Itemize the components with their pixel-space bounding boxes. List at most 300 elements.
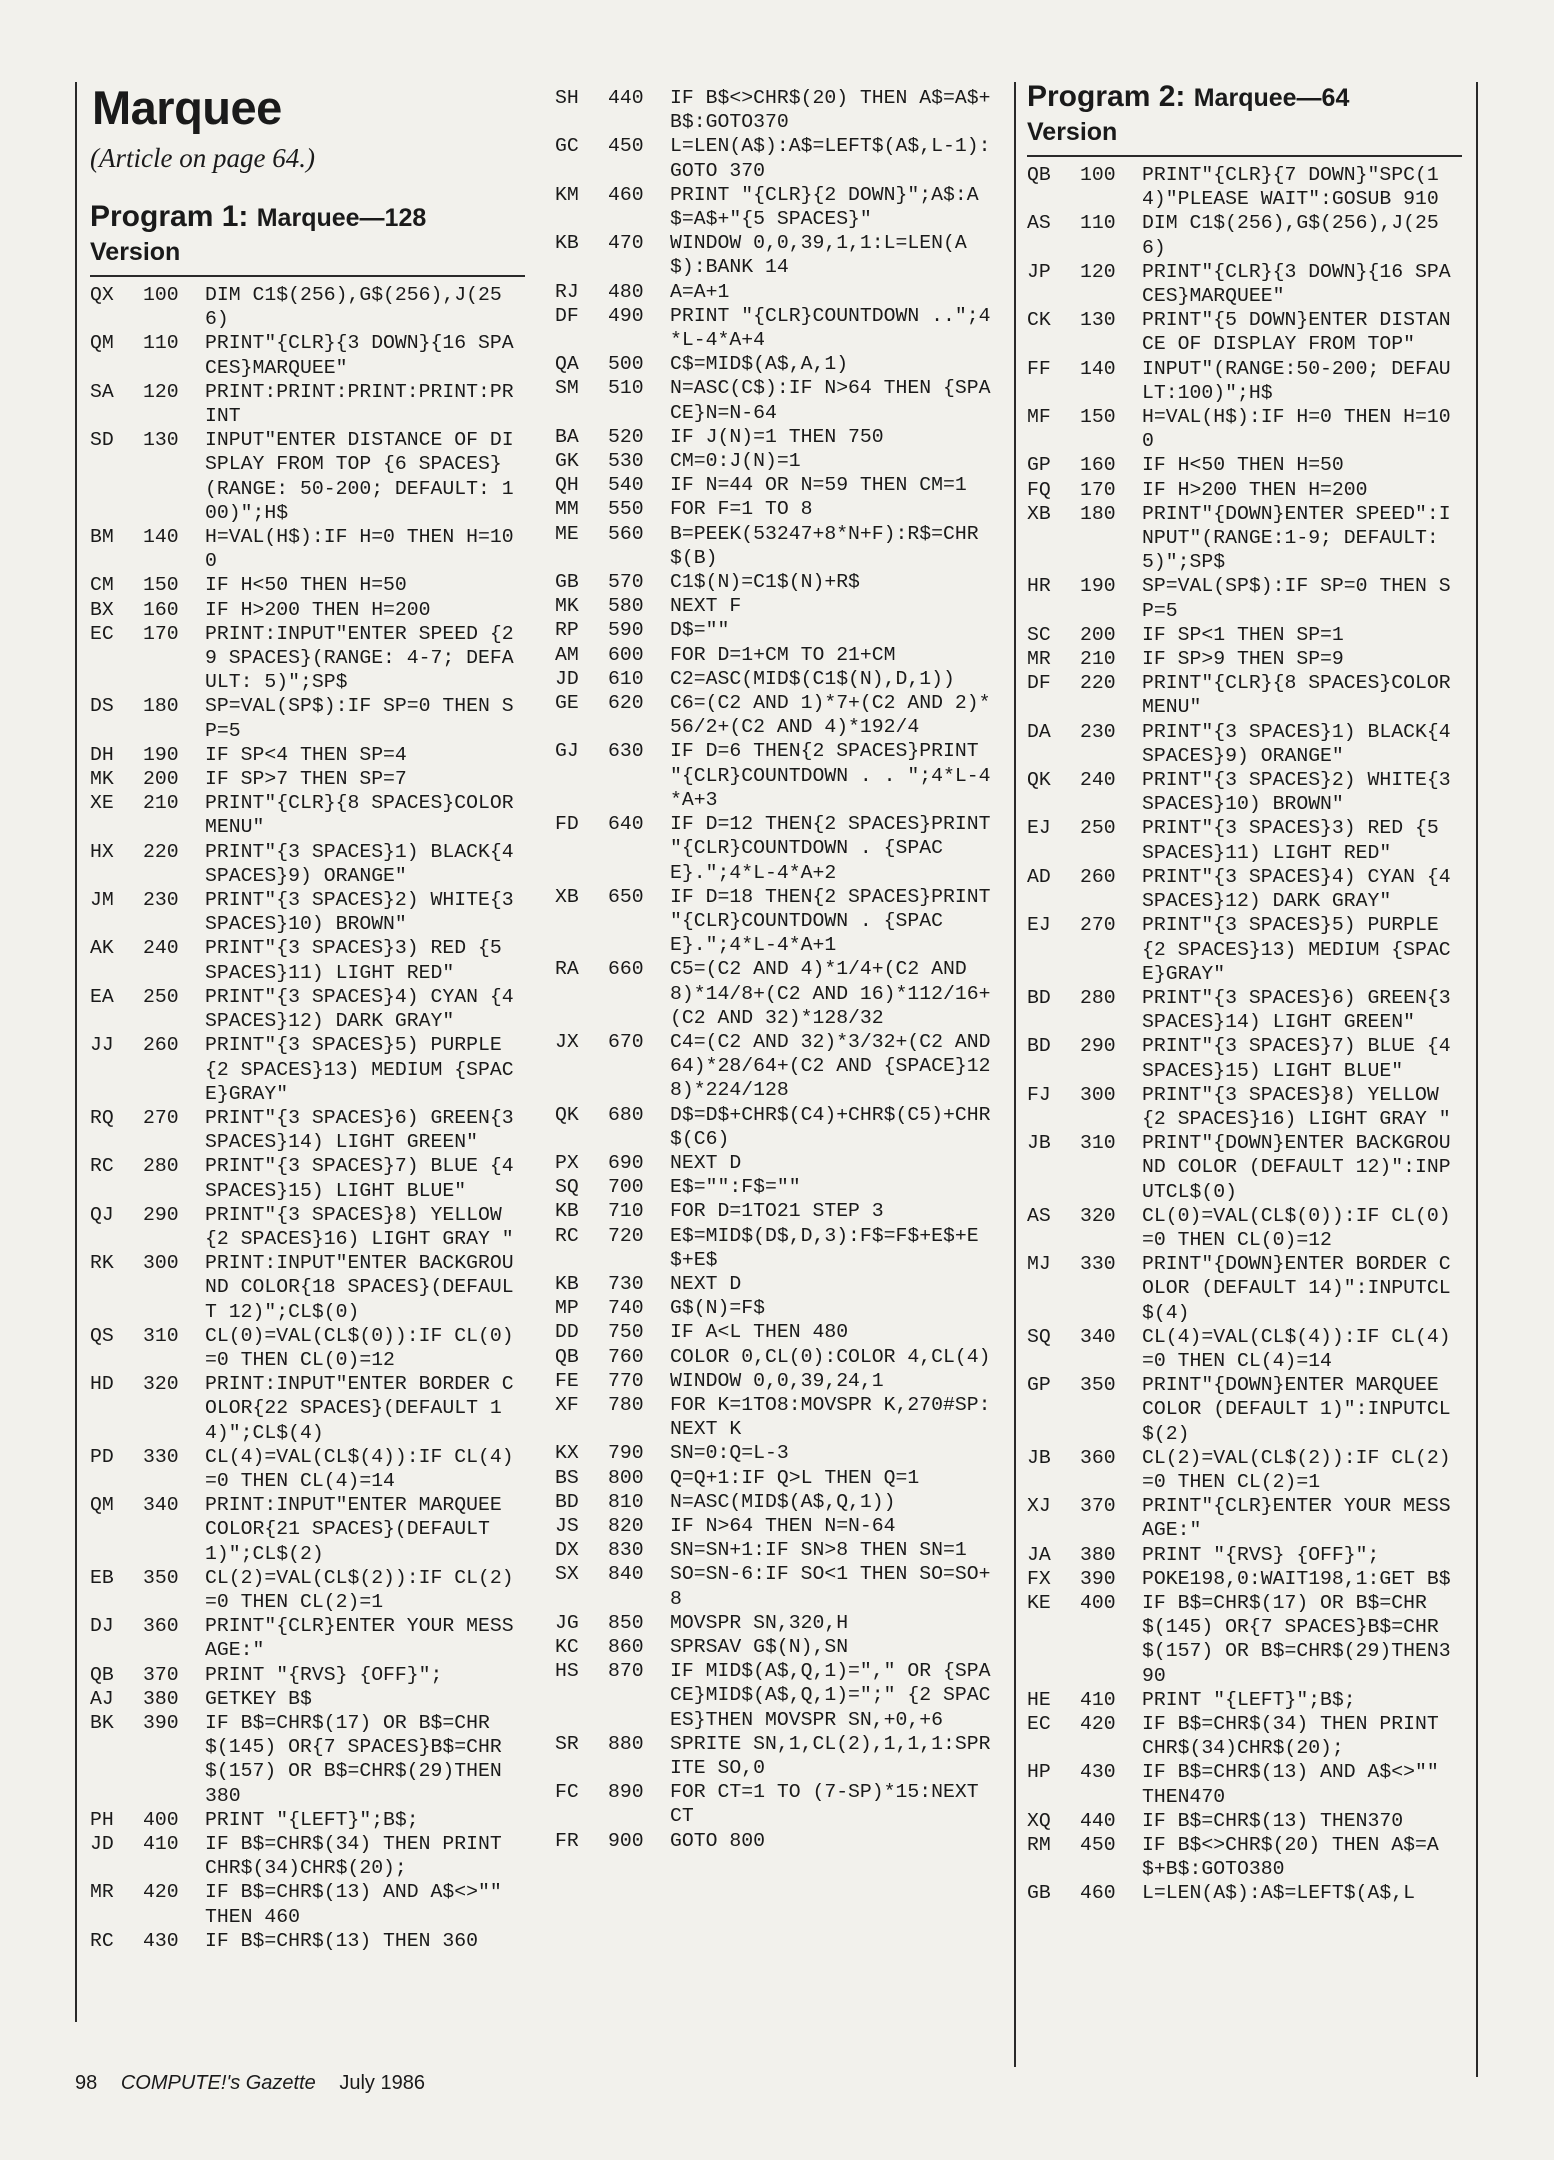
code-text: L=LEN(A$):A$=LEFT$(A$,L-1):GOTO 370: [670, 135, 991, 182]
line-number: 500: [608, 353, 644, 376]
code-line: [1027, 1325, 1462, 1373]
checksum: FX: [1027, 1567, 1051, 1590]
code-text: PRINT"{DOWN}ENTER BORDER COLOR (DEFAULT 14)":INPUTCL$(4): [1142, 1253, 1451, 1324]
line-number: 130: [143, 429, 179, 452]
program-1-version: Version: [90, 238, 181, 266]
code-text: DIM C1$(256),G$(256),J(256): [205, 284, 502, 331]
issue-date: July 1986: [339, 2072, 425, 2094]
checksum: QM: [90, 332, 114, 355]
program-1-title: [90, 200, 525, 269]
line-number: 100: [143, 284, 179, 306]
code-text: IF SP<4 THEN SP=4: [205, 743, 407, 766]
code-line: [90, 331, 525, 379]
line-number: 830: [608, 1539, 644, 1562]
checksum: KB: [555, 1200, 579, 1223]
code-text: PRINT"{3 SPACES}3) RED {5 SPACES}11) LIGHT RED": [205, 937, 514, 984]
code-line: [555, 1441, 995, 1465]
code-text: PRINT"{3 SPACES}7) BLUE {4 SPACES}15) LIGHT BLUE": [1142, 1035, 1463, 1082]
checksum: RQ: [90, 1106, 114, 1129]
line-number: 760: [608, 1345, 644, 1368]
line-number: 180: [1080, 502, 1116, 525]
program-1-listing: [90, 283, 525, 1953]
line-number: 240: [143, 937, 179, 960]
code-line: [1027, 574, 1462, 622]
line-number: 880: [608, 1732, 644, 1755]
checksum: AD: [1027, 865, 1051, 888]
line-number: 610: [608, 667, 644, 690]
code-text: PRINT "{LEFT}";B$;: [1142, 1688, 1356, 1711]
code-line: [555, 376, 995, 424]
line-number: 750: [608, 1321, 644, 1344]
checksum: HS: [555, 1660, 579, 1683]
code-text: N=ASC(MID$(A$,Q,1)): [670, 1490, 896, 1513]
code-text: PRINT "{RVS} {OFF}";: [205, 1663, 443, 1686]
line-number: 290: [143, 1203, 179, 1226]
line-number: 540: [608, 474, 644, 497]
line-number: 310: [143, 1324, 179, 1347]
checksum: SM: [555, 377, 579, 400]
code-text: SP=VAL(SP$):IF SP=0 THEN SP=5: [1142, 575, 1451, 622]
code-line: [555, 1490, 995, 1514]
code-text: C6=(C2 AND 1)*7+(C2 AND 2)*56/2+(C2 AND 4)*192/4: [670, 692, 991, 739]
checksum: EC: [90, 622, 114, 645]
line-number: 160: [1080, 454, 1116, 477]
program-2-version: Version: [1027, 118, 1118, 146]
checksum: EJ: [1027, 914, 1051, 937]
checksum: DS: [90, 695, 114, 718]
code-line: [90, 1445, 525, 1493]
program-2-label: Program 2:: [1027, 80, 1186, 113]
code-line: [90, 1324, 525, 1372]
code-text: C5=(C2 AND 4)*1/4+(C2 AND 8)*14/8+(C2 AND 16)*112/16+(C2 AND 32)*128/32: [670, 958, 991, 1029]
checksum: GC: [555, 135, 579, 158]
code-line: [90, 694, 525, 742]
line-number: 460: [1080, 1882, 1116, 1905]
code-text: PRINT"{3 SPACES}5) PURPLE{2 SPACES}13) MEDIUM {SPACE}GRAY": [205, 1034, 514, 1105]
code-line: [90, 380, 525, 428]
checksum: EJ: [1027, 817, 1051, 840]
line-number: 740: [608, 1297, 644, 1320]
code-text: SP=VAL(SP$):IF SP=0 THEN SP=5: [205, 695, 514, 742]
checksum: HR: [1027, 575, 1051, 598]
code-line: [1027, 211, 1462, 259]
line-number: 230: [143, 889, 179, 912]
checksum: DA: [1027, 720, 1051, 743]
checksum: BD: [1027, 1035, 1051, 1058]
checksum: MR: [90, 1881, 114, 1904]
code-line: [555, 691, 995, 739]
code-line: [1027, 1204, 1462, 1252]
line-number: 170: [143, 622, 179, 645]
code-line: [555, 134, 995, 182]
column-3: [1027, 80, 1462, 2100]
line-number: 900: [608, 1829, 644, 1852]
code-line: [90, 1929, 525, 1953]
line-number: 340: [1080, 1325, 1116, 1348]
code-line: [1027, 1446, 1462, 1494]
code-text: SPRSAV G$(N),SN: [670, 1636, 849, 1658]
checksum: HE: [1027, 1688, 1051, 1711]
checksum: EC: [1027, 1713, 1051, 1735]
checksum: FJ: [1027, 1083, 1051, 1106]
code-text: PRINT "{LEFT}";B$;: [205, 1808, 419, 1831]
checksum: BD: [1027, 986, 1051, 1009]
code-line: [1027, 1252, 1462, 1325]
line-number: 570: [608, 571, 644, 594]
code-line: [555, 1199, 995, 1223]
code-text: H=VAL(H$):IF H=0 THEN H=100: [205, 526, 514, 573]
code-text: FOR K=1TO8:MOVSPR K,270#SP:NEXT K: [670, 1393, 991, 1441]
code-text: N=ASC(C$):IF N>64 THEN {SPACE}N=N-64: [670, 377, 991, 424]
line-number: 840: [608, 1563, 644, 1586]
line-number: 580: [608, 595, 644, 618]
line-number: 340: [143, 1494, 179, 1517]
code-line: [1027, 768, 1462, 816]
code-line: [90, 573, 525, 597]
code-text: PRINT"{3 SPACES}4) CYAN {4 SPACES}12) DARK GRAY": [1142, 865, 1463, 913]
line-number: 140: [1080, 357, 1116, 380]
code-line: [555, 1611, 995, 1635]
code-line: [90, 1711, 525, 1808]
code-line: [90, 1614, 525, 1662]
code-text: C$=MID$(A$,A,1): [670, 353, 849, 376]
code-line: [555, 1514, 995, 1538]
code-text: WINDOW 0,0,39,1,1:L=LEN(A$):BANK 14: [670, 232, 967, 279]
article-reference: (Article on page 64.): [90, 143, 315, 173]
code-line: [555, 1296, 995, 1320]
code-line: [90, 1154, 525, 1202]
code-text: PRINT"{DOWN}ENTER BACKGROUND COLOR (DEFAULT 12)":INPUTCL$(0): [1142, 1132, 1451, 1203]
code-line: [90, 985, 525, 1033]
code-line: [90, 1880, 525, 1928]
code-line: [90, 1808, 525, 1832]
checksum: JP: [1027, 260, 1051, 283]
checksum: JB: [1027, 1132, 1051, 1155]
code-text: IF SP>9 THEN SP=9: [1142, 648, 1344, 671]
code-text: IF N>64 THEN N=N-64: [670, 1514, 896, 1537]
code-line: [1027, 478, 1462, 502]
program-1-label: Program 1:: [90, 200, 249, 233]
line-number: 470: [608, 232, 644, 255]
code-line: [555, 1320, 995, 1344]
code-line: [1027, 453, 1462, 477]
column-rule-right: [1476, 82, 1478, 2077]
checksum: XQ: [1027, 1809, 1051, 1832]
checksum: DF: [555, 304, 579, 327]
line-number: 290: [1080, 1035, 1116, 1058]
code-line: [1027, 1543, 1462, 1567]
line-number: 360: [1080, 1446, 1116, 1469]
checksum: SD: [90, 429, 114, 452]
checksum: KX: [555, 1442, 579, 1465]
code-text: INPUT"(RANGE:50-200; DEFAULT:100)";H$: [1142, 357, 1451, 404]
code-text: SPRITE SN,1,CL(2),1,1,1:SPRITE SO,0: [670, 1732, 991, 1780]
code-text: PRINT"{3 SPACES}1) BLACK{4 SPACES}9) ORANGE": [1142, 720, 1463, 767]
checksum: RP: [555, 619, 579, 642]
line-number: 420: [143, 1881, 179, 1904]
code-line: [1027, 986, 1462, 1034]
checksum: EB: [90, 1566, 114, 1589]
code-line: [555, 1829, 995, 1853]
line-number: 440: [1080, 1809, 1116, 1832]
code-line: [555, 643, 995, 667]
checksum: FC: [555, 1781, 579, 1804]
line-number: 300: [143, 1252, 179, 1275]
code-text: B=PEEK(53247+8*N+F):R$=CHR$(B): [670, 522, 979, 569]
checksum: XB: [1027, 502, 1051, 525]
checksum: PX: [555, 1151, 579, 1174]
checksum: KB: [555, 232, 579, 255]
checksum: KM: [555, 183, 579, 206]
checksum: GP: [1027, 454, 1051, 477]
code-text: NEXT F: [670, 595, 742, 618]
code-line: [90, 1493, 525, 1566]
code-line: [90, 936, 525, 984]
checksum: QA: [555, 353, 579, 376]
code-text: PRINT:INPUT"ENTER SPEED {29 SPACES}(RANGE: 4-7; DEFAULT: 5)";SP$: [205, 622, 514, 694]
code-line: [555, 885, 1003, 958]
column-1: [90, 80, 525, 2100]
code-line: [555, 667, 995, 691]
code-text: SN=0:Q=L-3: [670, 1442, 789, 1465]
line-number: 180: [143, 695, 179, 718]
line-number: 850: [608, 1611, 644, 1634]
line-number: 320: [143, 1373, 179, 1396]
checksum: SC: [1027, 623, 1051, 646]
checksum: DF: [1027, 672, 1051, 695]
line-number: 400: [143, 1808, 179, 1831]
code-line: [90, 888, 525, 936]
checksum: DJ: [90, 1615, 114, 1638]
code-text: C4=(C2 AND 32)*3/32+(C2 AND 64)*28/64+(C2 AND {SPACE}128)*224/128: [670, 1030, 1003, 1102]
code-line: [555, 522, 995, 570]
code-text: PRINT"{3 SPACES}6) GREEN{3 SPACES}14) LIGHT GREEN": [1142, 986, 1463, 1034]
checksum: JX: [555, 1030, 579, 1053]
checksum: FQ: [1027, 478, 1051, 501]
line-number: 620: [608, 692, 644, 715]
code-line: [90, 1203, 525, 1251]
checksum: QH: [555, 474, 579, 497]
checksum: RM: [1027, 1834, 1051, 1857]
program-2-title: [1027, 80, 1462, 149]
code-line: [1027, 1760, 1462, 1808]
line-number: 490: [608, 304, 644, 327]
code-text: IF J(N)=1 THEN 750: [670, 425, 884, 448]
checksum: QB: [1027, 164, 1051, 186]
code-text: IF D=12 THEN{2 SPACES}PRINT "{CLR}COUNTDOWN . {SPACE}.";4*L-4*A+2: [670, 813, 1003, 884]
code-line: [555, 1369, 995, 1393]
program-2-name: Marquee—64: [1193, 84, 1350, 112]
code-line: [90, 525, 525, 573]
line-number: 510: [608, 377, 644, 400]
code-line: [555, 1780, 995, 1828]
checksum: SH: [555, 87, 579, 109]
checksum: FE: [555, 1369, 579, 1392]
code-line: [90, 1033, 525, 1106]
checksum: JA: [1027, 1543, 1051, 1566]
checksum: MP: [555, 1297, 579, 1320]
code-line: [90, 1251, 525, 1324]
checksum: EA: [90, 985, 114, 1008]
checksum: QB: [555, 1345, 579, 1368]
checksum: RC: [90, 1155, 114, 1178]
article-title: Marquee: [92, 81, 282, 134]
code-text: PRINT "{CLR}{2 DOWN}";A$:A$=A$+"{5 SPACES}": [670, 183, 979, 231]
code-line: [1027, 1809, 1462, 1833]
code-text: A=A+1: [670, 280, 730, 303]
code-text: PRINT"{CLR}{3 DOWN}{16 SPACES}MARQUEE": [1142, 260, 1451, 308]
code-line: [555, 280, 995, 304]
code-line: [555, 1538, 995, 1562]
code-line: [555, 1562, 995, 1610]
code-line: [1027, 1083, 1462, 1131]
checksum: MM: [555, 498, 579, 521]
code-text: NEXT D: [670, 1151, 742, 1174]
checksum: JM: [90, 889, 114, 912]
code-line: [555, 739, 995, 812]
checksum: JG: [555, 1611, 579, 1634]
line-number: 630: [608, 740, 644, 763]
code-line: [555, 1659, 995, 1732]
code-line: [1027, 647, 1462, 671]
line-number: 110: [1080, 212, 1116, 235]
code-line: [90, 283, 525, 331]
column-2: [555, 86, 1003, 2100]
program-2-listing: [1027, 163, 1462, 1906]
code-text: IF B$=CHR$(13) AND A$<>"" THEN470: [1142, 1761, 1451, 1808]
code-text: CM=0:J(N)=1: [670, 450, 801, 473]
line-number: 370: [1080, 1495, 1116, 1518]
line-number: 140: [143, 526, 179, 549]
line-number: 590: [608, 619, 644, 642]
code-line: [1027, 1131, 1462, 1204]
checksum: RJ: [555, 280, 579, 303]
program-2-divider: [1027, 155, 1462, 157]
line-number: 230: [1080, 720, 1116, 743]
checksum: HX: [90, 840, 114, 863]
code-line: [1027, 1373, 1462, 1446]
checksum: XF: [555, 1393, 579, 1416]
code-line: [555, 812, 1003, 885]
line-number: 860: [608, 1636, 644, 1658]
line-number: 380: [1080, 1543, 1116, 1566]
checksum: SR: [555, 1732, 579, 1755]
line-number: 410: [143, 1833, 179, 1855]
line-number: 550: [608, 498, 644, 521]
code-text: IF B$<>CHR$(20) THEN A$=A$+B$:GOTO370: [670, 87, 991, 134]
code-text: IF B$=CHR$(34) THEN PRINT CHR$(34)CHR$(20);: [1142, 1713, 1451, 1760]
code-line: [90, 622, 525, 695]
code-text: WINDOW 0,0,39,24,1: [670, 1369, 884, 1392]
code-text: IF MID$(A$,Q,1)="," OR {SPACE}MID$(A$,Q,1)=";" {2 SPACES}THEN MOVSPR SN,+0,+6: [670, 1660, 991, 1731]
code-text: CL(2)=VAL(CL$(2)):IF CL(2)=0 THEN CL(2)=1: [205, 1566, 514, 1613]
checksum: JS: [555, 1514, 579, 1537]
code-text: Q=Q+1:IF Q>L THEN Q=1: [670, 1466, 920, 1489]
code-text: IF B$=CHR$(17) OR B$=CHR$(145) OR{7 SPACES}B$=CHR$(157) OR B$=CHR$(29)THEN 380: [205, 1711, 514, 1807]
line-number: 720: [608, 1224, 644, 1247]
code-text: DIM C1$(256),G$(256),J(256): [1142, 212, 1439, 259]
checksum: BM: [90, 526, 114, 549]
code-text: MOVSPR SN,320,H: [670, 1611, 849, 1634]
line-number: 150: [143, 574, 179, 597]
line-number: 200: [1080, 623, 1116, 646]
line-number: 260: [1080, 865, 1116, 888]
code-text: IF B$<>CHR$(20) THEN A$=A$+B$:GOTO380: [1142, 1834, 1439, 1881]
code-text: FOR F=1 TO 8: [670, 498, 813, 521]
code-line: [555, 1103, 995, 1151]
code-line: [555, 231, 995, 279]
code-line: [555, 1224, 995, 1272]
line-number: 420: [1080, 1713, 1116, 1735]
line-number: 120: [1080, 260, 1116, 283]
code-line: [1027, 357, 1462, 405]
line-number: 460: [608, 183, 644, 206]
code-text: IF N=44 OR N=59 THEN CM=1: [670, 474, 967, 497]
code-text: PRINT"{3 SPACES}4) CYAN {4 SPACES}12) DARK GRAY": [205, 985, 526, 1033]
code-line: [90, 1106, 525, 1154]
line-number: 660: [608, 958, 644, 981]
line-number: 330: [1080, 1253, 1116, 1276]
line-number: 130: [1080, 309, 1116, 332]
code-line: [1027, 623, 1462, 647]
line-number: 260: [143, 1034, 179, 1057]
code-line: [1027, 720, 1462, 768]
checksum: GB: [555, 571, 579, 594]
code-line: [1027, 1688, 1462, 1712]
code-text: IF B$=CHR$(34) THEN PRINT CHR$(34)CHR$(20);: [205, 1833, 514, 1880]
code-text: PRINT"{3 SPACES}3) RED {5 SPACES}11) LIGHT RED": [1142, 817, 1451, 864]
line-number: 120: [143, 380, 179, 403]
line-number: 280: [1080, 986, 1116, 1009]
code-line: [1027, 260, 1462, 308]
line-number: 220: [143, 840, 179, 863]
line-number: 800: [608, 1466, 644, 1489]
code-text: IF B$=CHR$(13) THEN 360: [205, 1929, 479, 1952]
code-text: PRINT"{CLR}{7 DOWN}"SPC(14)"PLEASE WAIT":GOSUB 910: [1142, 164, 1439, 211]
line-number: 820: [608, 1514, 644, 1537]
page-footer: [75, 2072, 425, 2095]
code-line: [90, 1372, 525, 1445]
code-line: [555, 1635, 995, 1659]
program-1-divider: [90, 275, 525, 277]
checksum: MJ: [1027, 1253, 1051, 1276]
code-line: [555, 1466, 995, 1490]
line-number: 210: [1080, 648, 1116, 671]
checksum: SX: [555, 1563, 579, 1586]
page-number: 98: [75, 2072, 98, 2094]
code-line: [1027, 816, 1462, 864]
line-number: 410: [1080, 1688, 1116, 1711]
code-text: GETKEY B$: [205, 1687, 312, 1710]
checksum: JB: [1027, 1446, 1051, 1469]
line-number: 650: [608, 885, 644, 908]
code-line: [555, 449, 995, 473]
checksum: QM: [90, 1494, 114, 1517]
checksum: MK: [90, 768, 114, 791]
code-line: [555, 1175, 995, 1199]
code-text: POKE198,0:WAIT198,1:GET B$: [1142, 1567, 1451, 1590]
checksum: AK: [90, 937, 114, 960]
code-line: [555, 1732, 995, 1780]
code-line: [555, 425, 995, 449]
line-number: 240: [1080, 769, 1116, 792]
checksum: SQ: [1027, 1325, 1051, 1348]
code-text: PRINT "{CLR}COUNTDOWN ..";4*L-4*A+4: [670, 304, 991, 352]
checksum: AS: [1027, 1204, 1051, 1227]
checksum: PD: [90, 1445, 114, 1468]
line-number: 870: [608, 1660, 644, 1683]
checksum: FF: [1027, 357, 1051, 380]
